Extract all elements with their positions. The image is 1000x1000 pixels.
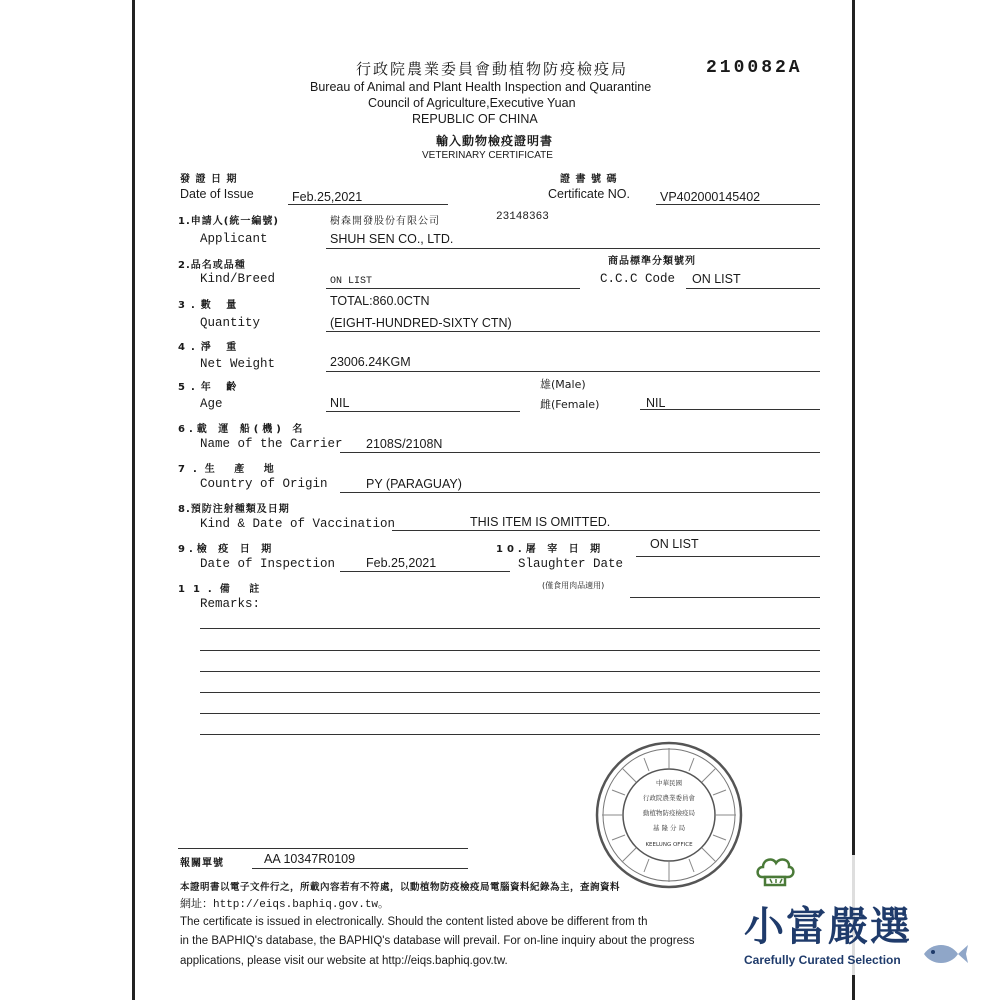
ref-line bbox=[178, 848, 468, 849]
cert-no-line bbox=[656, 204, 820, 205]
brand-name: 小富嚴選 bbox=[744, 904, 912, 950]
kind-line bbox=[326, 288, 580, 289]
net-label-en: Net Weight bbox=[200, 357, 276, 371]
qty-value-2: (EIGHT-HUNDRED-SIXTY CTN) bbox=[330, 316, 512, 330]
kind-label-en: Kind/Breed bbox=[200, 272, 276, 286]
seal-line-2: 行政院農業委員會 bbox=[643, 794, 695, 802]
net-value: 23006.24KGM bbox=[330, 355, 411, 369]
carrier-label-zh: 6.載 運 船(機) 名 bbox=[178, 424, 307, 435]
applicant-label-en: Applicant bbox=[200, 232, 268, 246]
doc-title-en: VETERINARY CERTIFICATE bbox=[422, 150, 553, 161]
remarks-top-line bbox=[630, 597, 820, 598]
qty-label-en: Quantity bbox=[200, 316, 261, 330]
cert-no-value: VP402000145402 bbox=[660, 190, 761, 204]
slaughter-label-zh: 10.屠 宰 日 期 bbox=[496, 544, 605, 555]
sex-value: NIL bbox=[646, 396, 666, 410]
applicant-name-zh: 樹森開發股份有限公司 bbox=[330, 216, 440, 227]
carrier-line bbox=[340, 452, 820, 453]
qty-label-zh: 3.數 量 bbox=[178, 300, 243, 311]
net-line bbox=[326, 371, 820, 372]
agency-name-en: Bureau of Animal and Plant Health Inspection and Quarantine bbox=[310, 80, 652, 94]
applicant-line bbox=[326, 248, 820, 249]
issue-date-line bbox=[288, 204, 448, 205]
origin-label-zh: 7.生 產 地 bbox=[178, 464, 282, 475]
vacc-line bbox=[392, 530, 820, 531]
remarks-label-en: Remarks: bbox=[200, 597, 261, 611]
issue-date-label-en: Date of Issue bbox=[180, 187, 254, 201]
footer-note-en-3: applications, please visit our website at http://eiqs.baphiq.gov.tw. bbox=[180, 955, 508, 967]
age-line bbox=[326, 411, 520, 412]
carrier-value: 2108S/2108N bbox=[366, 437, 443, 451]
remarks-line bbox=[200, 671, 820, 672]
age-label-en: Age bbox=[200, 397, 223, 411]
chef-hat-icon bbox=[754, 855, 796, 891]
official-seal bbox=[594, 740, 744, 890]
vacc-label-zh: 8.預防注射種類及日期 bbox=[178, 504, 290, 515]
age-value: NIL bbox=[330, 396, 350, 410]
slaughter-value: ON LIST bbox=[650, 537, 699, 551]
net-label-zh: 4.淨 重 bbox=[178, 342, 243, 353]
insp-value: Feb.25,2021 bbox=[366, 556, 437, 570]
kind-value: ON LIST bbox=[330, 276, 373, 287]
footer-url-zh: 網址：http://eiqs.baphiq.gov.tw。 bbox=[180, 899, 390, 911]
ccc-value: ON LIST bbox=[692, 272, 741, 286]
remarks-line bbox=[200, 628, 820, 629]
vacc-label-en: Kind & Date of Vaccination bbox=[200, 517, 396, 531]
ref-value: AA 10347R0109 bbox=[264, 852, 356, 866]
male-label: 雄(Male) bbox=[540, 378, 586, 391]
doc-title-zh: 輸入動物檢疫證明書 bbox=[436, 134, 554, 148]
footer-note-zh: 本證明書以電子文件行之，所載內容若有不符處，以動植物防疫檢疫局電腦資料紀錄為主，查詢資料 bbox=[180, 882, 621, 893]
remarks-line bbox=[200, 713, 820, 714]
left-border bbox=[132, 0, 135, 1000]
cert-no-label-zh: 證 書 號 碼 bbox=[560, 174, 618, 185]
slaughter-line bbox=[636, 556, 820, 557]
issue-date-label-zh: 發 證 日 期 bbox=[180, 174, 238, 185]
issue-date-value: Feb.25,2021 bbox=[292, 190, 363, 204]
applicant-id: 23148363 bbox=[496, 211, 549, 223]
ccc-label-zh: 商品標準分類號列 bbox=[608, 256, 696, 267]
brand-watermark bbox=[730, 855, 992, 975]
origin-value: PY (PARAGUAY) bbox=[366, 477, 462, 491]
applicant-value: SHUH SEN CO., LTD. bbox=[330, 232, 454, 246]
origin-label-en: Country of Origin bbox=[200, 477, 328, 491]
kind-label-zh: 2.品名或品種 bbox=[178, 260, 246, 271]
cert-no-label-en: Certificate NO. bbox=[548, 187, 630, 201]
fish-icon bbox=[920, 939, 970, 969]
slaughter-label-en: Slaughter Date bbox=[518, 557, 624, 571]
remarks-line bbox=[200, 650, 820, 651]
country-name: REPUBLIC OF CHINA bbox=[412, 112, 538, 126]
qty-value-1: TOTAL:860.0CTN bbox=[330, 294, 430, 308]
remarks-line bbox=[200, 734, 820, 735]
ccc-line bbox=[686, 288, 820, 289]
insp-label-en: Date of Inspection bbox=[200, 557, 336, 571]
footer-note-en-1: The certificate is issued in electronically. Should the content listed above be different from th bbox=[180, 916, 648, 928]
ref-line-bottom bbox=[252, 868, 468, 869]
seal-line-4: 基 隆 分 局 bbox=[652, 824, 686, 832]
insp-label-zh: 9.檢 疫 日 期 bbox=[178, 544, 276, 555]
seal-line-1: 中華民國 bbox=[656, 779, 682, 787]
brand-tagline: Carefully Curated Selection bbox=[744, 953, 901, 967]
sex-line bbox=[640, 409, 820, 410]
insp-line bbox=[340, 571, 510, 572]
age-label-zh: 5.年 齡 bbox=[178, 382, 243, 393]
council-name-en: Council of Agriculture,Executive Yuan bbox=[368, 96, 576, 110]
footer-note-en-2: in the BAPHIQ's database, the BAPHIQ's database will prevail. For on-line inquiry about the progress bbox=[180, 935, 695, 947]
slaughter-note: (僅食用肉品適用) bbox=[542, 581, 605, 590]
ccc-label-en: C.C.C Code bbox=[600, 272, 676, 286]
carrier-label-en: Name of the Carrier bbox=[200, 437, 343, 451]
applicant-label-zh: 1.申請人(統一編號) bbox=[178, 216, 279, 227]
ref-label-zh: 報關單號 bbox=[180, 858, 224, 869]
remarks-label-zh: 11.備 註 bbox=[178, 584, 268, 595]
agency-name-zh: 行政院農業委員會動植物防疫檢疫局 bbox=[356, 60, 629, 78]
right-border bbox=[852, 0, 855, 1000]
remarks-line bbox=[200, 692, 820, 693]
seal-line-5: KEELUNG OFFICE bbox=[645, 842, 693, 848]
serial-number: 210082A bbox=[706, 58, 803, 78]
qty-line bbox=[326, 331, 820, 332]
vacc-value: THIS ITEM IS OMITTED. bbox=[470, 515, 611, 529]
origin-line bbox=[340, 492, 820, 493]
female-label: 雌(Female) bbox=[540, 398, 600, 411]
seal-line-3: 動植物防疫檢疫局 bbox=[643, 809, 695, 817]
